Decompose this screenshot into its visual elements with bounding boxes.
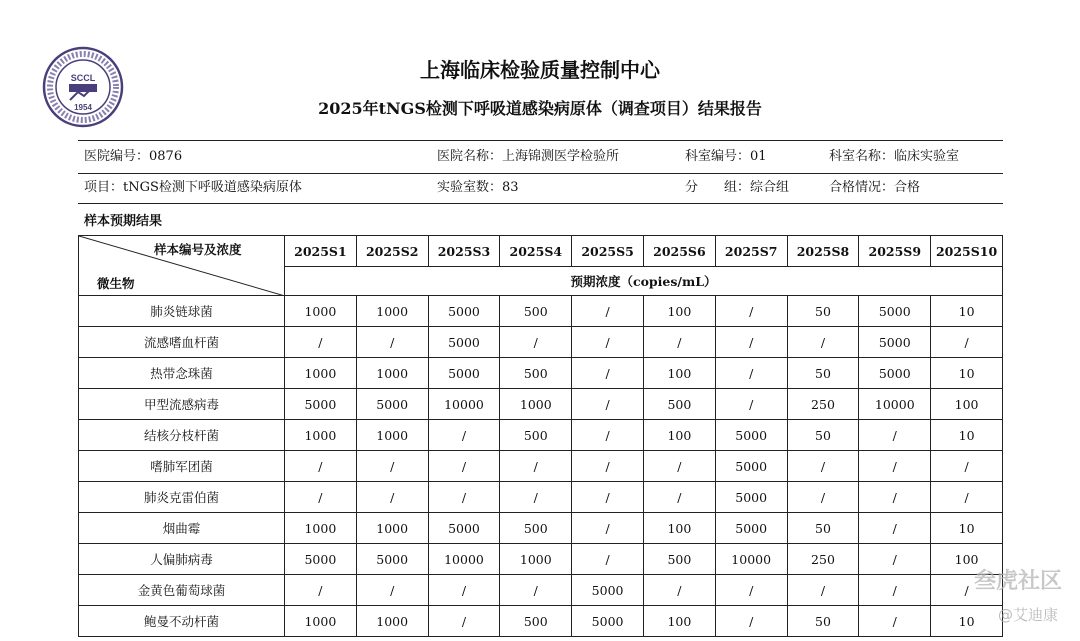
concentration-cell: / <box>356 575 428 606</box>
concentration-cell: 100 <box>643 358 715 389</box>
concentration-cell: / <box>500 482 572 513</box>
project-item: 项目：tNGS检测下呼吸道感染病原体 <box>84 180 302 195</box>
concentration-cell: 500 <box>643 544 715 575</box>
concentration-cell: 10 <box>931 513 1003 544</box>
concentration-cell: 10000 <box>428 389 500 420</box>
concentration-cell: / <box>428 606 500 637</box>
concentration-cell: / <box>500 327 572 358</box>
concentration-cell: / <box>859 544 931 575</box>
hospital-no: 医院编号：0876 <box>84 149 183 164</box>
hospital-name: 医院名称：上海锦测医学检验所 <box>437 149 620 164</box>
concentration-cell: 5000 <box>715 482 787 513</box>
table-corner-cell <box>79 236 285 296</box>
column-header: 2025S4 <box>500 236 572 267</box>
concentration-cell: / <box>787 482 859 513</box>
concentration-cell: / <box>715 296 787 327</box>
concentration-cell: 500 <box>643 389 715 420</box>
concentration-cell: / <box>428 420 500 451</box>
table-row <box>79 389 1003 420</box>
concentration-subheader: 预期浓度（copies/mL） <box>285 267 1003 296</box>
concentration-cell: 250 <box>787 544 859 575</box>
concentration-cell: 100 <box>643 296 715 327</box>
concentration-cell: 1000 <box>356 296 428 327</box>
concentration-cell: / <box>285 575 357 606</box>
microbe-name: 甲型流感病毒 <box>79 389 285 420</box>
table-row <box>79 358 1003 389</box>
concentration-cell: 5000 <box>859 358 931 389</box>
table-row <box>79 482 1003 513</box>
microbe-name: 结核分枝杆菌 <box>79 420 285 451</box>
concentration-cell: / <box>715 575 787 606</box>
concentration-cell: / <box>715 358 787 389</box>
logo-abbr: SCCL <box>70 73 96 83</box>
concentration-cell: / <box>859 420 931 451</box>
concentration-cell: 10000 <box>715 544 787 575</box>
column-header: 2025S8 <box>787 236 859 267</box>
column-header: 2025S3 <box>428 236 500 267</box>
concentration-cell: / <box>356 482 428 513</box>
concentration-cell: 50 <box>787 296 859 327</box>
microbe-name: 鲍曼不动杆菌 <box>79 606 285 637</box>
concentration-cell: / <box>643 482 715 513</box>
group: 分 组：综合组 <box>685 180 790 195</box>
concentration-cell: 5000 <box>572 606 644 637</box>
concentration-cell: / <box>428 451 500 482</box>
info-row-1 <box>78 140 1003 174</box>
concentration-cell: / <box>859 575 931 606</box>
concentration-cell: 10 <box>931 358 1003 389</box>
column-header: 2025S10 <box>931 236 1003 267</box>
concentration-cell: 5000 <box>356 389 428 420</box>
table-row <box>79 420 1003 451</box>
concentration-cell: 5000 <box>285 544 357 575</box>
concentration-cell: 100 <box>931 544 1003 575</box>
expected-results-table <box>78 235 1003 637</box>
concentration-cell: 100 <box>931 389 1003 420</box>
concentration-cell: 100 <box>643 420 715 451</box>
concentration-cell: 5000 <box>715 420 787 451</box>
concentration-cell: / <box>787 575 859 606</box>
concentration-cell: / <box>572 544 644 575</box>
concentration-cell: / <box>859 482 931 513</box>
concentration-cell: / <box>715 327 787 358</box>
concentration-cell: 5000 <box>715 513 787 544</box>
concentration-cell: / <box>787 327 859 358</box>
concentration-cell: 5000 <box>428 327 500 358</box>
concentration-cell: 500 <box>500 358 572 389</box>
microbe-name: 流感嗜血杆菌 <box>79 327 285 358</box>
concentration-cell: 1000 <box>500 544 572 575</box>
concentration-cell: / <box>285 327 357 358</box>
concentration-cell: / <box>572 420 644 451</box>
table-row <box>79 606 1003 637</box>
logo-year: 1954 <box>74 103 92 112</box>
microbe-name: 肺炎克雷伯菌 <box>79 482 285 513</box>
qualification-status: 合格情况：合格 <box>829 180 921 195</box>
table-row <box>79 544 1003 575</box>
column-header: 2025S1 <box>285 236 357 267</box>
column-header: 2025S2 <box>356 236 428 267</box>
concentration-cell: / <box>715 389 787 420</box>
concentration-cell: 5000 <box>428 358 500 389</box>
concentration-cell: 10000 <box>859 389 931 420</box>
microbe-name: 金黄色葡萄球菌 <box>79 575 285 606</box>
concentration-cell: 5000 <box>715 451 787 482</box>
column-header: 2025S7 <box>715 236 787 267</box>
concentration-cell: / <box>572 482 644 513</box>
concentration-cell: 5000 <box>285 389 357 420</box>
concentration-cell: / <box>428 482 500 513</box>
concentration-cell: 50 <box>787 358 859 389</box>
corner-label-sample: 样本编号及浓度 <box>154 242 242 257</box>
concentration-cell: / <box>859 513 931 544</box>
concentration-cell: 1000 <box>285 296 357 327</box>
concentration-cell: 10 <box>931 420 1003 451</box>
concentration-cell: / <box>285 451 357 482</box>
concentration-cell: 100 <box>643 513 715 544</box>
concentration-cell: / <box>572 358 644 389</box>
concentration-cell: / <box>643 451 715 482</box>
concentration-cell: / <box>715 606 787 637</box>
table-body <box>79 296 1003 637</box>
concentration-cell: 1000 <box>285 513 357 544</box>
concentration-cell: / <box>643 575 715 606</box>
concentration-cell: / <box>572 389 644 420</box>
table-row <box>79 575 1003 606</box>
concentration-cell: / <box>356 451 428 482</box>
column-header: 2025S9 <box>859 236 931 267</box>
concentration-cell: / <box>572 513 644 544</box>
concentration-cell: 1000 <box>356 513 428 544</box>
concentration-cell: / <box>500 451 572 482</box>
concentration-cell: 100 <box>643 606 715 637</box>
table-row <box>79 327 1003 358</box>
concentration-cell: 250 <box>787 389 859 420</box>
concentration-cell: / <box>572 296 644 327</box>
table-row <box>79 451 1003 482</box>
concentration-cell: 50 <box>787 513 859 544</box>
concentration-cell: / <box>931 451 1003 482</box>
section-title: 样本预期结果 <box>84 214 163 229</box>
dept-no: 科室编号：01 <box>685 149 767 164</box>
concentration-cell: 1000 <box>356 420 428 451</box>
concentration-cell: 1000 <box>285 606 357 637</box>
concentration-cell: / <box>428 575 500 606</box>
concentration-cell: / <box>643 327 715 358</box>
concentration-cell: 500 <box>500 420 572 451</box>
concentration-cell: 50 <box>787 420 859 451</box>
concentration-cell: / <box>931 482 1003 513</box>
microbe-name: 肺炎链球菌 <box>79 296 285 327</box>
concentration-cell: / <box>931 327 1003 358</box>
concentration-cell: / <box>931 575 1003 606</box>
concentration-cell: 50 <box>787 606 859 637</box>
watermark-handle: @艾迪康 <box>997 606 1058 624</box>
concentration-cell: / <box>500 575 572 606</box>
concentration-cell: / <box>859 606 931 637</box>
column-header: 2025S6 <box>643 236 715 267</box>
concentration-cell: 5000 <box>356 544 428 575</box>
concentration-cell: 5000 <box>572 575 644 606</box>
report-title: 上海临床检验质量控制中心 <box>420 58 660 82</box>
concentration-cell: 500 <box>500 296 572 327</box>
concentration-cell: 1000 <box>356 606 428 637</box>
concentration-cell: 1000 <box>285 420 357 451</box>
corner-label-microbe: 微生物 <box>97 276 135 291</box>
microbe-name: 人偏肺病毒 <box>79 544 285 575</box>
microbe-name: 烟曲霉 <box>79 513 285 544</box>
concentration-cell: 5000 <box>428 296 500 327</box>
concentration-cell: 1000 <box>500 389 572 420</box>
microbe-name: 热带念珠菌 <box>79 358 285 389</box>
concentration-cell: 500 <box>500 513 572 544</box>
report-subtitle: 2025年tNGS检测下呼吸道感染病原体（调查项目）结果报告 <box>318 99 762 118</box>
concentration-cell: 5000 <box>428 513 500 544</box>
lab-count: 实验室数：83 <box>437 180 519 195</box>
concentration-cell: 1000 <box>285 358 357 389</box>
watermark-community: 叁虎社区 <box>973 569 1062 594</box>
concentration-cell: / <box>787 451 859 482</box>
concentration-cell: / <box>285 482 357 513</box>
dept-name: 科室名称：临床实验室 <box>829 149 960 164</box>
concentration-cell: / <box>572 327 644 358</box>
concentration-cell: / <box>859 451 931 482</box>
concentration-cell: 10 <box>931 296 1003 327</box>
concentration-cell: 10 <box>931 606 1003 637</box>
concentration-cell: 5000 <box>859 296 931 327</box>
concentration-cell: / <box>572 451 644 482</box>
column-header: 2025S5 <box>572 236 644 267</box>
concentration-cell: 5000 <box>859 327 931 358</box>
concentration-cell: / <box>356 327 428 358</box>
microbe-name: 嗜肺军团菌 <box>79 451 285 482</box>
concentration-cell: 10000 <box>428 544 500 575</box>
concentration-cell: 500 <box>500 606 572 637</box>
table-row <box>79 296 1003 327</box>
info-row-2 <box>78 172 1003 204</box>
concentration-cell: 1000 <box>356 358 428 389</box>
table-row <box>79 513 1003 544</box>
